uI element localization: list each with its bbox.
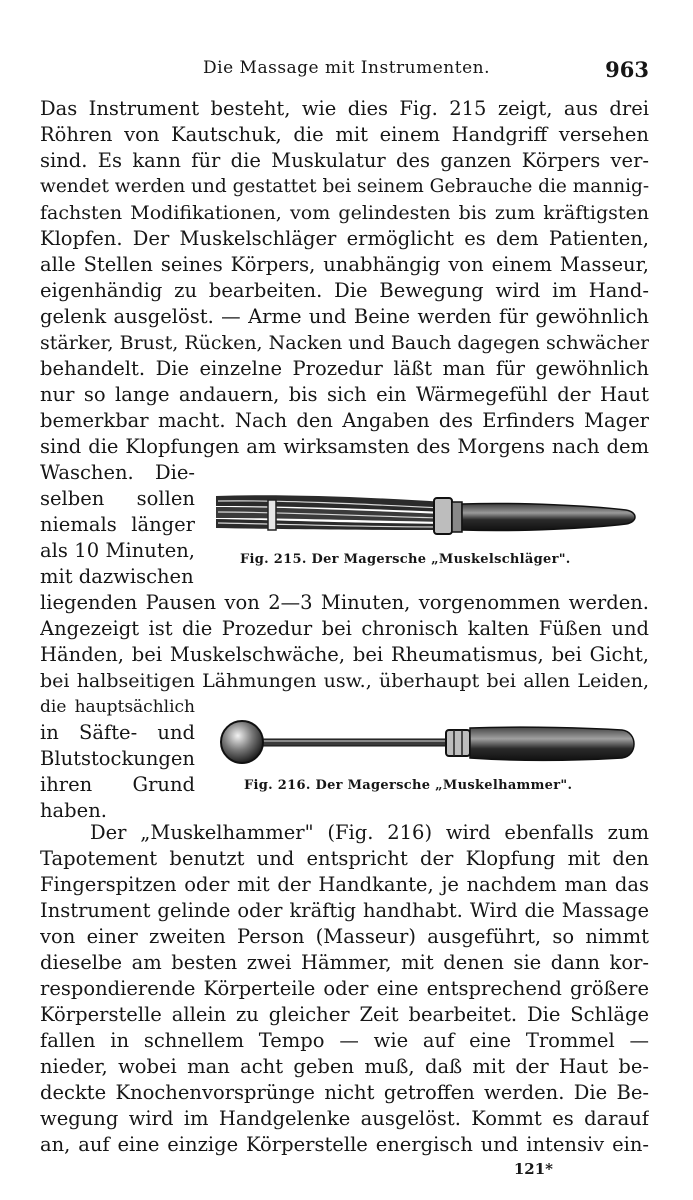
text-line: sind. Es kann für die Muskulatur des ganzen Körpers ver- <box>40 149 649 172</box>
text-line: Händen, bei Muskelschwäche, bei Rheumatismus, bei Gicht, <box>40 643 649 666</box>
text-line: von einer zweiten Person (Masseur) ausgeführt, so nimmt <box>40 925 649 948</box>
text-line: Tapotement benutzt und entspricht der Klopfung mit den <box>40 847 649 870</box>
text-line: haben. <box>40 799 107 822</box>
text-line: Das Instrument besteht, wie dies Fig. 215 zeigt, aus drei <box>40 97 649 120</box>
text-line: Klopfen. Der Muskelschläger ermöglicht es dem Patienten, <box>40 227 649 250</box>
text-line: liegenden Pausen von 2—3 Minuten, vorgenommen werden. <box>40 591 649 614</box>
text-line: behandelt. Die einzelne Prozedur läßt man für gewöhnlich <box>40 357 649 380</box>
text-line: als 10 Minuten, <box>40 539 195 562</box>
running-head: Die Massage mit Instrumenten. <box>203 58 490 78</box>
muskelhammer-illustration <box>218 716 642 772</box>
text-line: an, auf eine einzige Körperstelle energisch und intensiv ein- <box>40 1133 649 1156</box>
text-line: fallen in schnellem Tempo — wie auf eine Trommel — <box>40 1029 649 1052</box>
text-line: bemerkbar macht. Nach den Angaben des Erfinders Mager <box>40 409 649 432</box>
signature-mark: 121* <box>513 1160 553 1178</box>
text-line: bei halbseitigen Lähmungen usw., überhaupt bei allen Leiden, <box>40 670 649 692</box>
text-line: in Säfte- und <box>40 721 195 744</box>
text-line: Röhren von Kautschuk, die mit einem Handgriff versehen <box>40 123 649 146</box>
text-line: gelenk ausgelöst. — Arme und Beine werden für gewöhnlich <box>40 305 649 328</box>
text-line: ihren Grund <box>40 773 195 796</box>
text-line: deckte Knochenvorsprünge nicht getroffen werden. Die Be- <box>40 1081 649 1104</box>
text-line: stärker, Brust, Rücken, Nacken und Bauch dagegen schwächer <box>40 332 649 354</box>
muskelschlaeger-illustration <box>212 482 640 544</box>
text-line: Körperstelle allein zu gleicher Zeit bearbeitet. Die Schläge <box>40 1003 649 1026</box>
page-number: 963 <box>605 57 649 82</box>
figure-215-caption: Fig. 215. Der Magersche „Muskelschläger". <box>240 552 571 567</box>
text-line: alle Stellen seines Körpers, unabhängig von einem Masseur, <box>40 253 649 276</box>
text-line: selben sollen <box>40 487 195 510</box>
text-line: die hauptsächlich <box>40 697 195 717</box>
text-line: sind die Klopfungen am wirksamsten des Morgens nach dem <box>40 435 649 458</box>
text-line: nur so lange andauern, bis sich ein Wärmegefühl der Haut <box>40 383 649 406</box>
text-line: Instrument gelinde oder kräftig handhabt. Wird die Massage <box>40 899 649 922</box>
text-line: eigenhändig zu bearbeiten. Die Bewegung wird im Hand- <box>40 279 649 302</box>
text-line: Angezeigt ist die Prozedur bei chronisch kalten Füßen und <box>40 617 649 640</box>
text-line: mit dazwischen <box>40 565 194 588</box>
text-line: wendet werden und gestattet bei seinem Gebrauche die mannig- <box>40 176 649 197</box>
figure-216-caption: Fig. 216. Der Magersche „Muskelhammer". <box>244 778 573 793</box>
text-line: Blutstockungen <box>40 747 195 770</box>
text-line: fachsten Modifikationen, vom gelindesten bis zum kräftigsten <box>40 202 649 224</box>
text-line: wegung wird im Handgelenke ausgelöst. Kommt es darauf <box>40 1107 649 1130</box>
text-line: niemals länger <box>40 513 195 536</box>
text-line: Waschen. Die- <box>40 461 195 484</box>
text-line: respondierende Körperteile oder eine entsprechend größere <box>40 977 649 1000</box>
text-line: dieselbe am besten zwei Hämmer, mit denen sie dann kor- <box>40 951 649 974</box>
text-line: Fingerspitzen oder mit der Handkante, je nachdem man das <box>40 873 649 896</box>
text-line: nieder, wobei man acht geben muß, daß mit der Haut be- <box>40 1055 649 1078</box>
text-line: Der „Muskelhammer" (Fig. 216) wird ebenfalls zum <box>90 821 649 844</box>
